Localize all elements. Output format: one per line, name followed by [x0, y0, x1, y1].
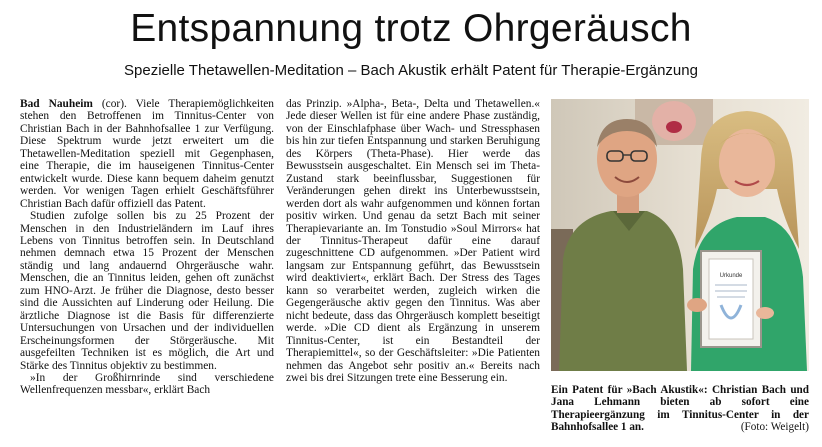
- caption-text: Ein Patent für »Bach Akustik«: Christian Bach und Jana Lehmann bieten ab sofort eine Therapieergänzung im Tinnitus-Center in der Bahnhofsallee 1 an.: [551, 384, 809, 434]
- article-paragraph: das Prinzip. »Alpha-, Beta-, Delta und Thetawellen.« Jede dieser Wellen ist für eine andere Phase zuständig, von der Einschlafphase über Wach- und Stressphasen bis hin zur tiefen Entspannung und starken Beruhigung des Körpers (Theta-Phase). Hier werde das Bewusstsein ausgeschaltet. Ein Mensch sei im Theta-Zustand stark beeinflussbar, Suggestionen für Veränderungen gehen direkt ins Unterbewusstsein, werden dort als wahr aufgenommen und können fortan positiv wirken. Und genau da setzt Bach mit seiner Therapievariante an. Im Tonstudio »Soul Mirrors« hat der Tinnitus-Therapeut dafür eine darauf zugeschnittene CD aufgenommen. »Der Patient wird langsam zur Entspannung geführt, das Bewusstsein wird deaktiviert«, erklärt Bach. Der Stress des Tages kann so verarbeitet werden, zugleich wirken die Gegengeräusche aktiv gegen den Tinnitus. Was aber nicht bedeute, dass das Ohrgeräusch komplett beseitigt werde. »Die CD dient als Ergänzung in unserem Tinnitus-Center, ist ein Bestandteil der Therapiemittel«, so der Geschäftsleiter: »Die Patienten nehmen das Angebot sehr positiv an.« Bereits nach zwei bis drei Sitzungen trete eine Besserung ein.: [286, 98, 540, 384]
- poster-mouth: [666, 121, 682, 133]
- headline: Entspannung trotz Ohrgeräusch: [130, 7, 692, 50]
- woman-face: [719, 129, 775, 197]
- man-sweater: [559, 211, 687, 371]
- article-text: (cor). Viele Therapiemöglichkeiten stehen den Betroffenen im Tinnitus-Center von Christian Bach in der Bahnhofsallee 1 zur Verfügung. Diese Spektrum wurde jetzt erweitert um die Thetawellen-Meditation speziell mit Gegenphasen, eine Therapie, die im hauseigenen Tinnitus-Center entwickelt wurde. Diese kann bequem daheim genutzt werden. Vor wenigen Tagen erhielt Geschäftsführer Christian Bach dafür offiziell das Patent.: [20, 98, 274, 210]
- article-paragraph: Studien zufolge sollen bis zu 25 Prozent der Menschen in den Industrieländern im Lauf ihres Lebens von Tinnitus betroffen sein. In Deutschland nehmen demnach etwa 15 Prozent der Menschen ständig und lang andauernd Ohrgeräusche wahr. Menschen, die an Tinnitus leiden, gehen oft zunächst zum HNO-Arzt. Je früher die Diagnose, desto besser sind die Aussichten auf Linderung oder Heilung. Die ärztliche Diagnose ist die Basis für differenzierte Untersuchungen von Ursachen und der individuellen Erscheinungsformen der Störgeräusche. Mit ausgefeilten Techniken ist es möglich, die Art und Stärke des Tinnitus objektiv zu bestimmen.: [20, 210, 274, 372]
- article-paragraph: [20, 98, 274, 210]
- photo-credit: (Foto: Weigelt): [740, 421, 809, 434]
- certificate-title: Urkunde: [719, 273, 743, 279]
- photo-illustration: [551, 99, 809, 371]
- woman-hand: [756, 307, 774, 319]
- article-column-2: [286, 98, 540, 447]
- photo-caption: [551, 384, 809, 434]
- man-hand: [687, 298, 707, 312]
- subheadline: Spezielle Thetawellen-Meditation – Bach Akustik erhält Patent für Therapie-Ergänzung: [124, 62, 698, 79]
- certificate-paper: [709, 259, 753, 339]
- article-photo: [551, 99, 809, 371]
- dateline: Bad Nauheim: [20, 98, 93, 110]
- article-paragraph: »In der Großhirnrinde sind verschiedene Wellenfrequenzen messbar«, erklärt Bach: [20, 371, 274, 397]
- article-column-1: [20, 98, 274, 447]
